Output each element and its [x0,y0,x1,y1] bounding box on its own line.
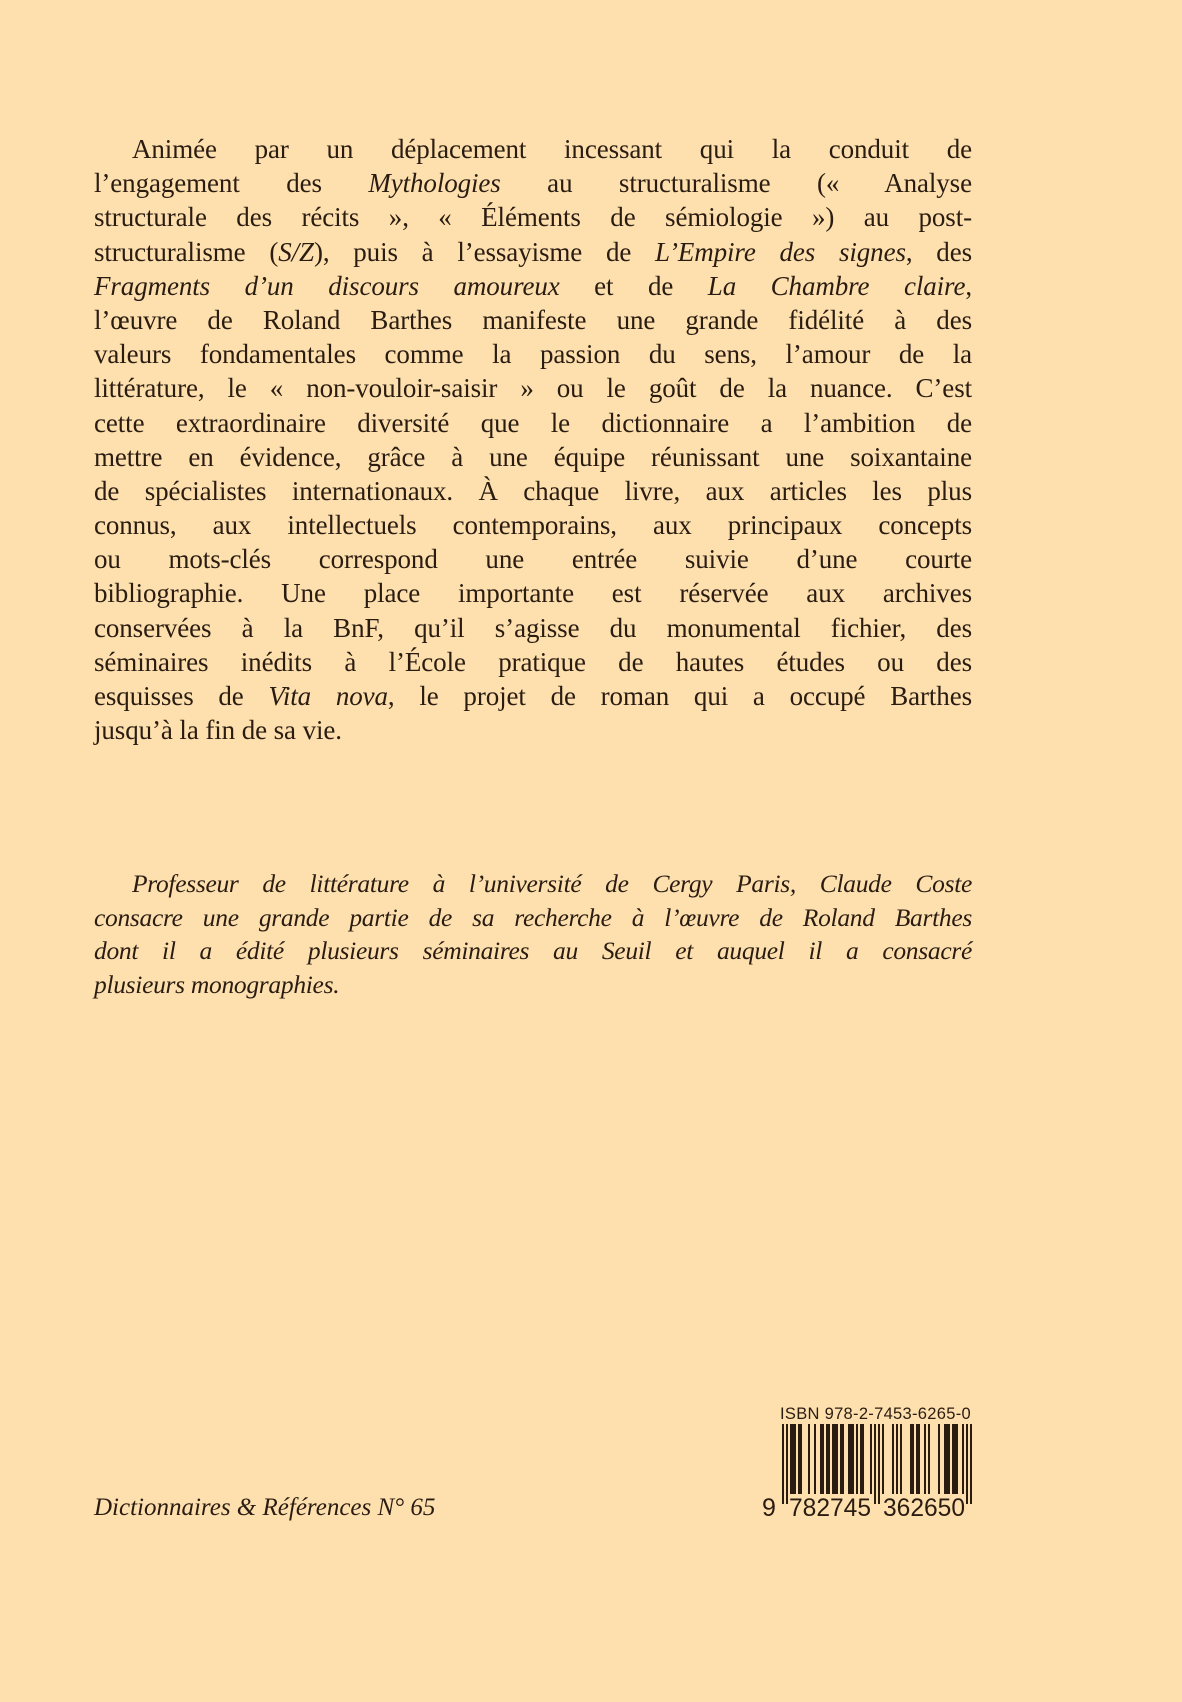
text-segment: valeurs fondamentales comme la passion du sens, l’amour de la [94,339,972,370]
text-segment: au structuralisme (« Analyse [500,168,972,199]
text-segment: structurale des récits », « Éléments de sémiologie ») au post- [94,202,972,233]
description-line [94,200,972,234]
italic-title: Vita nova [268,681,388,711]
barcode-bar [798,1424,800,1494]
barcode-bar [962,1424,964,1494]
description-line [94,406,972,440]
barcode-bar [896,1424,898,1494]
text-segment: séminaires inédits à l’École pratique de hautes études ou des [94,646,972,677]
text-segment: esquisses de [94,681,269,711]
text-segment: , [965,270,972,301]
barcode-bar [946,1424,948,1494]
description-line [94,474,972,508]
text-segment: ), puis à l’essayisme de [313,236,656,267]
text-segment: ou mots-clés correspond une entrée suivie d’une courte [94,544,972,575]
text-segment: , le projet de roman qui a occupé Barthes [387,681,972,711]
text-segment: cette extraordinaire diversité que le dictionnaire a l’ambition de [94,407,972,438]
barcode-bar [794,1424,796,1494]
barcode-bar [870,1424,872,1494]
text-segment: mettre en évidence, grâce à une équipe réunissant une soixantaine [94,441,972,472]
barcode-bar [912,1424,914,1494]
barcode-bar [956,1424,958,1494]
text-segment: jusqu’à la fin de sa vie. [94,715,342,746]
barcode-bar [800,1424,802,1494]
book-description [94,132,972,747]
isbn-barcode [760,1424,980,1524]
description-line [94,371,972,405]
author-bio-line: Professeur de littérature à l’université de Cergy Paris, Claude Coste [132,869,972,898]
description-line [94,611,972,645]
barcode-bar [848,1424,850,1494]
barcode-bar [840,1424,842,1494]
text-segment: littérature, le « non-vouloir-saisir » ou le goût de la nuance. C’est [94,373,972,404]
barcode-bar [874,1424,876,1504]
text-segment: , des [905,236,972,267]
barcode-bar [808,1424,810,1494]
barcode-bar [938,1424,940,1494]
barcode-digits-left: 782745 [789,1494,871,1522]
barcode-bar [786,1424,788,1504]
barcode-digits-right: 362650 [883,1494,965,1522]
italic-title: Fragments d’un discours amoureux [94,270,560,301]
barcode-bar [878,1424,880,1504]
barcode-bar [792,1424,794,1494]
barcode-bar [970,1424,972,1504]
text-segment: l’œuvre de Roland Barthes manifeste une grande fidélité à des [94,304,972,335]
barcode-bar [850,1424,852,1494]
barcode-bar [834,1424,836,1494]
text-segment: Animée par un déplacement incessant qui la conduit de [132,134,972,164]
description-line [94,508,972,542]
barcode-bar [820,1424,822,1494]
text-segment: et de [559,270,708,301]
barcode-bar [856,1424,858,1494]
barcode-bar [842,1424,844,1494]
barcode-bar [944,1424,946,1494]
italic-title: L’Empire des signes [655,236,906,267]
description-line [94,166,972,200]
barcode-bar [832,1424,834,1494]
barcode-bar [928,1424,930,1494]
author-bio [94,867,972,1001]
barcode-bar [782,1424,784,1504]
text-segment: l’engagement des [94,168,369,199]
isbn-label: ISBN 978-2-7453-6265-0 [780,1405,971,1423]
description-line [94,679,972,713]
author-bio-line: plusieurs monographies. [94,969,340,999]
italic-title: S/Z [278,236,314,267]
barcode-bar [952,1424,954,1494]
description-line [94,576,972,610]
barcode-bar [954,1424,956,1494]
barcode-bar [882,1424,884,1494]
series-label: Dictionnaires & Références N° 65 [94,1494,436,1521]
barcode-bar [966,1424,968,1504]
barcode-bar [916,1424,918,1494]
barcode-bar [900,1424,902,1494]
barcode-bar [924,1424,926,1494]
barcode-bar [790,1424,792,1494]
barcode-bar [918,1424,920,1494]
text-segment: connus, aux intellectuels contemporains, aux principaux concepts [94,510,972,541]
author-bio-line: consacre une grande partie de sa recherche à l’œuvre de Roland Barthes [94,902,972,932]
barcode-bar [862,1424,864,1494]
text-segment: conservées à la BnF, qu’il s’agisse du monumental fichier, des [94,612,972,643]
description-line [94,713,972,747]
text-segment: de spécialistes internationaux. À chaque livre, aux articles les plus [94,475,972,506]
barcode-digits: 9 [762,1494,776,1522]
description-line [94,337,972,371]
description-line [94,132,972,166]
barcode-bar [836,1424,838,1494]
barcode-bar [860,1424,862,1494]
text-segment: structuralisme ( [94,236,279,267]
description-line [94,303,972,337]
barcode-bar [828,1424,830,1494]
description-line [94,542,972,576]
author-bio-line: dont il a édité plusieurs séminaires au Seuil et auquel il a consacré [94,936,972,965]
description-line [94,645,972,679]
barcode-bar [910,1424,912,1494]
description-line [94,269,972,303]
italic-title: La Chambre claire [707,270,966,301]
barcode-bar [948,1424,950,1494]
italic-title: Mythologies [368,168,501,199]
description-line [94,440,972,474]
barcode-bar [852,1424,854,1494]
barcode-bar [826,1424,828,1494]
barcode-bar [892,1424,894,1494]
barcode-bar [822,1424,824,1494]
barcode-bar [814,1424,816,1494]
description-line [94,235,972,269]
text-segment: bibliographie. Une place importante est réservée aux archives [94,578,972,609]
